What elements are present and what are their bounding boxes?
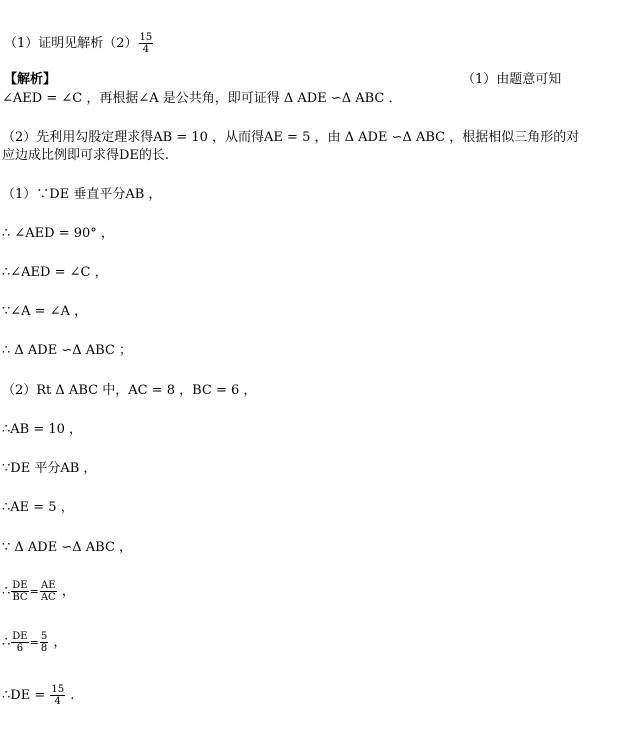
- analysis-line-1: ∠AED = ∠C ，再根据∠A 是公共角，即可证得 Δ ADE ∽Δ ABC ．: [2, 91, 402, 106]
- solution-step-2: ∴ ∠AED = 90° ，: [2, 226, 114, 241]
- therefore-symbol: ∴: [2, 584, 11, 599]
- analysis-line-3: 应边成比例即可求得DE的长.: [2, 148, 170, 163]
- fraction-ae-ac: [40, 580, 57, 603]
- fraction-de-6: [11, 631, 28, 654]
- answer-text: （1）证明见解析（2）: [4, 36, 138, 51]
- fraction-numerator: 15: [51, 684, 65, 695]
- solution-step-8: ∵DE 平分AB ，: [2, 461, 97, 476]
- de-equals: ∴DE =: [2, 688, 46, 703]
- fraction-numerator: DE: [12, 631, 28, 642]
- fraction-numerator: AE: [41, 580, 56, 591]
- fraction-de-bc: [11, 580, 28, 603]
- equals-sign: =: [29, 636, 39, 649]
- fraction-denominator: 6: [16, 643, 24, 654]
- solution-step-4: ∵∠A = ∠A ，: [2, 304, 88, 319]
- fraction-denominator: 8: [40, 643, 48, 654]
- therefore-symbol: ∴: [2, 635, 11, 650]
- solution-step-9: ∴AE = 5 ，: [2, 500, 74, 515]
- fraction-5-8: [40, 631, 48, 654]
- fraction-denominator: 4: [142, 44, 150, 55]
- fraction-15-4: [50, 684, 65, 707]
- answer-fraction: [139, 32, 154, 55]
- analysis-right-text: （1）由题意可知: [462, 72, 562, 87]
- solution-step-10: ∵ Δ ADE ∽Δ ABC ，: [2, 540, 133, 555]
- punctuation: ，: [49, 635, 67, 650]
- solution-step-7: ∴AB = 10 ，: [2, 422, 83, 437]
- punctuation: ，: [57, 584, 75, 599]
- solution-step-6: （2）Rt Δ ABC 中，AC = 8 ，BC = 6 ，: [2, 383, 257, 398]
- fraction-numerator: 15: [139, 32, 153, 43]
- equals-sign: =: [29, 585, 39, 598]
- fraction-denominator: AC: [40, 592, 56, 603]
- analysis-line-2: （2）先利用勾股定理求得AB = 10 ，从而得AE = 5 ，由 Δ ADE ∽Δ ABC ，根据相似三角形的对: [2, 130, 580, 145]
- fraction-denominator: BC: [12, 592, 28, 603]
- solution-step-11: [2, 580, 75, 603]
- solution-step-13: [2, 684, 74, 707]
- fraction-numerator: 5: [40, 631, 48, 642]
- solution-step-5: ∴ Δ ADE ∽Δ ABC ；: [2, 343, 133, 358]
- analysis-heading: 【解析】: [4, 72, 57, 87]
- answer-line: [4, 32, 154, 55]
- solution-step-3: ∴∠AED = ∠C ，: [2, 265, 108, 280]
- solution-step-12: [2, 631, 66, 654]
- fraction-numerator: DE: [12, 580, 28, 591]
- solution-step-1: （1）∵DE 垂直平分AB ，: [2, 187, 162, 202]
- period: .: [66, 688, 75, 703]
- fraction-denominator: 4: [54, 696, 61, 707]
